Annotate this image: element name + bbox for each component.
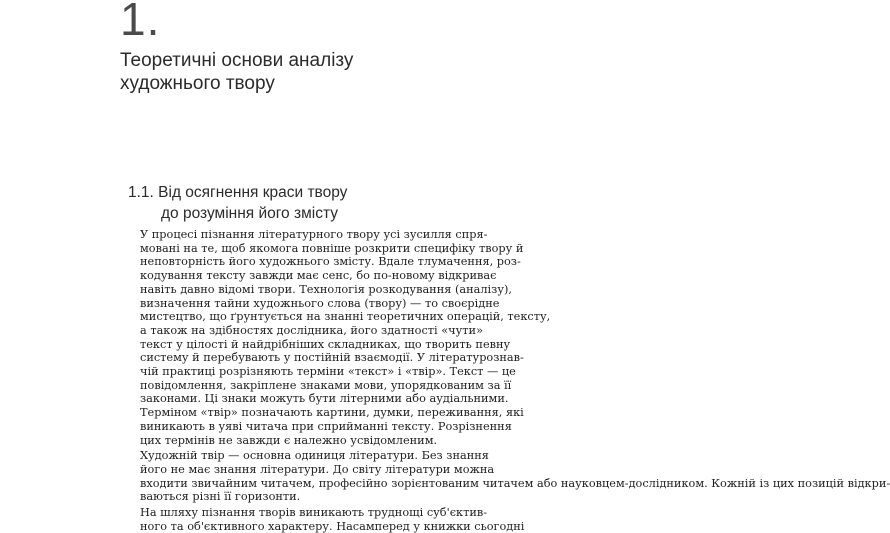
text-line: мовані на те, щоб якомога повніше розкрити специфіку твору й [140, 241, 524, 255]
chapter-number: 1. [120, 0, 161, 45]
paragraph [120, 449, 890, 504]
chapter-title-line: художнього твору [120, 73, 275, 94]
text-line: У процесі пізнання літературного твору усі зусилля спря- [140, 228, 488, 241]
paragraph [120, 228, 551, 447]
chapter-title [120, 49, 460, 95]
text-line: текст у цілості й найдрібніших складниках, що творить певну [140, 337, 511, 351]
text-line: ного та об'єктивного характеру. Насамперед у книжки сьогодні [140, 519, 525, 533]
text-line: мистецтво, що ґрунтується на знанні теоретичних операцій, тексту, [140, 310, 551, 324]
paragraph [120, 506, 525, 533]
text-line: цих термінів не завжди є належно усвідомленим. [140, 433, 438, 447]
text-line: а також на здібностях дослідника, його здатності «чути» [140, 323, 483, 337]
section-title-line: 1.1. Від осягнення краси твору [128, 184, 348, 201]
text-line: неповторність його художнього змісту. Вдале тлумачення, роз- [140, 255, 521, 269]
text-line: Художній твір — основна одиниця літератури. Без знання [140, 449, 489, 463]
chapter-title-line: Теоретичні основи аналізу [120, 50, 354, 71]
text-line: законами. Ці знаки можуть бути літерними або аудіальними. [140, 392, 509, 406]
body-text [120, 228, 890, 533]
text-line: визначення тайни художнього слова (твору) — то своєрідне [140, 296, 500, 310]
text-line: систему й перебувають у постійній взаємодії. У літературознав- [140, 351, 524, 365]
text-line: кодування тексту завжди має сенс, бо по-новому відкриває [140, 269, 497, 283]
text-line: навіть давно відомі твори. Технологія розкодування (аналізу), [140, 282, 512, 296]
text-line: виникають в уяві читача при сприйманні тексту. Розрізнення [140, 419, 512, 433]
text-line: ваються різні її горизонти. [140, 490, 301, 504]
text-line: чій практиці розрізняють терміни «текст» і «твір». Текст — це [140, 365, 516, 379]
text-line: його не має знання літератури. До світу літератури можна [140, 462, 495, 476]
section-title-line: до розуміння його змісту [161, 205, 338, 222]
text-line: На шляху пізнання творів виникають труднощі суб'єктив- [140, 506, 488, 520]
section-title [128, 182, 458, 224]
text-line: входити звичайним читачем, професійно зорієнтованим читачем або науковцем-дослідником. Кожній із цих позицій відкри- [140, 476, 890, 490]
text-line: повідомлення, закріплене знаками мови, упорядкованим за її [140, 378, 512, 392]
text-line: Терміном «твір» позначають картини, думки, переживання, які [140, 406, 524, 420]
